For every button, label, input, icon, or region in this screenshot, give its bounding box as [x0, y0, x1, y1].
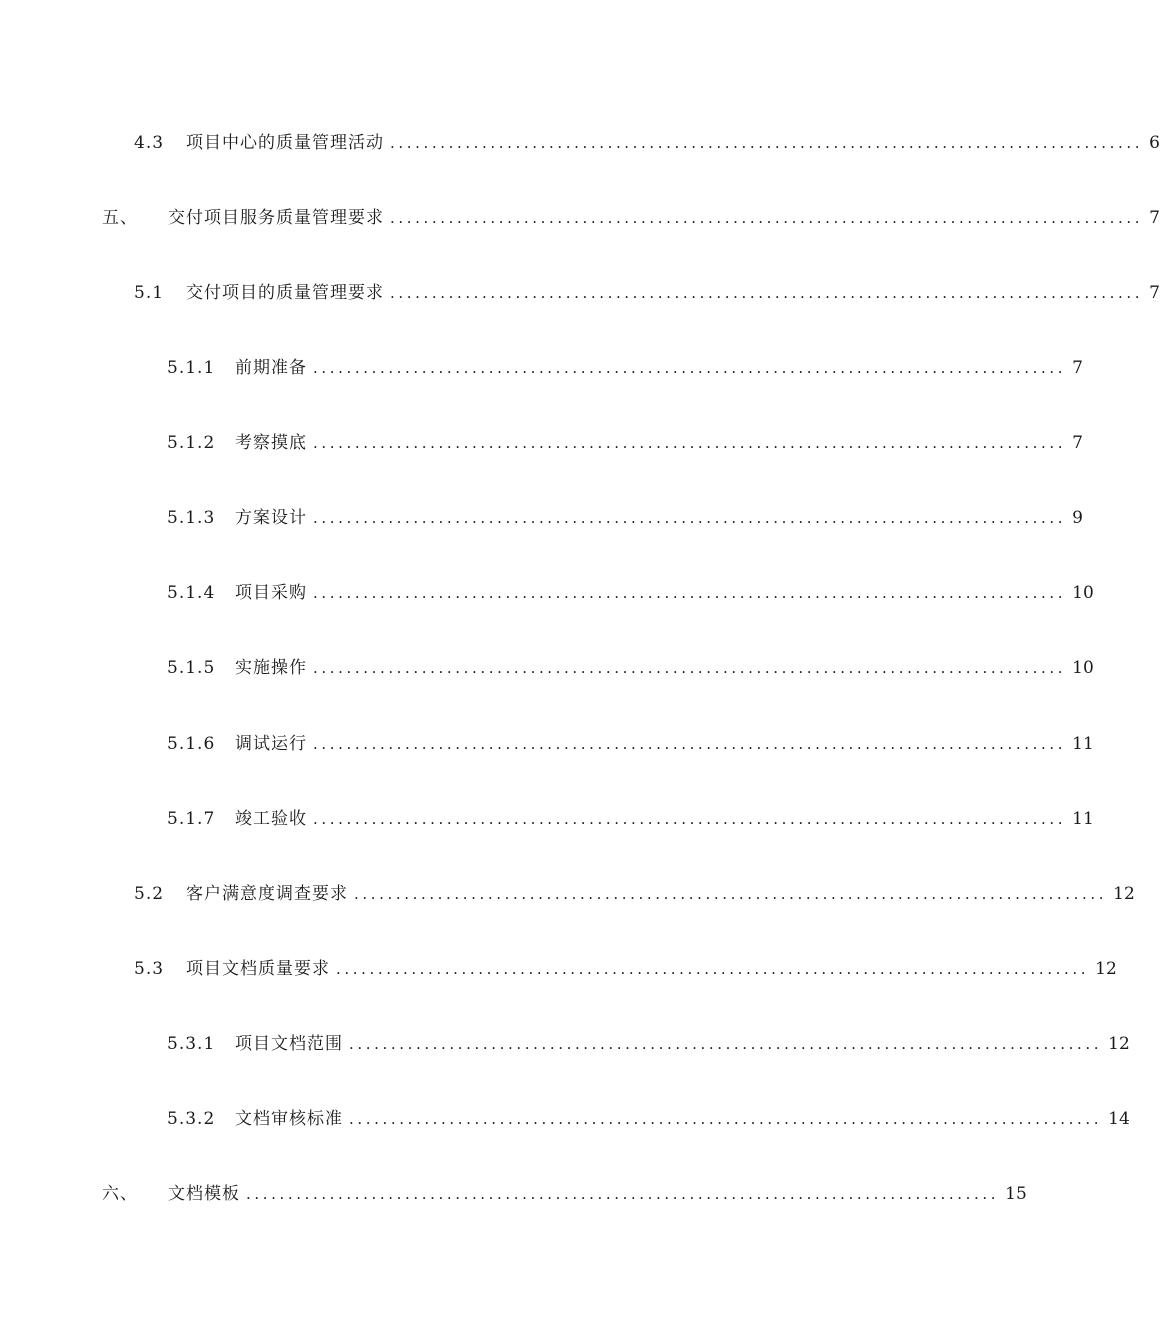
toc-entry-title: 竣工验收	[235, 809, 307, 829]
toc-entry-number: 4.3	[134, 133, 165, 153]
toc-entry[interactable]	[167, 580, 1094, 606]
toc-dot-leader: ..........................................................................................	[336, 960, 1090, 978]
toc-entry-number: 5.1.3	[167, 508, 216, 528]
toc-entry-number: 5.3.1	[167, 1034, 216, 1054]
toc-entry-title: 考察摸底	[235, 433, 307, 453]
toc-entry[interactable]	[167, 655, 1094, 681]
toc-entry-title: 实施操作	[235, 658, 307, 678]
toc-entry-number: 5.3	[134, 959, 165, 979]
toc-entry-number: 5.2	[134, 884, 165, 904]
toc-page-number: 11	[1072, 734, 1094, 754]
toc-entry[interactable]	[134, 956, 1117, 982]
toc-entry[interactable]	[102, 205, 1160, 231]
toc-page-number: 14	[1108, 1109, 1130, 1129]
toc-entry-title: 交付项目服务质量管理要求	[168, 208, 384, 228]
toc-entry[interactable]	[167, 731, 1094, 757]
toc-entry-title: 项目采购	[235, 583, 307, 603]
toc-page-number: 12	[1108, 1034, 1130, 1054]
toc-dot-leader: ..........................................................................................	[390, 134, 1144, 152]
toc-dot-leader: ..........................................................................................	[390, 284, 1144, 302]
toc-entry-number: 5.1.1	[167, 358, 216, 378]
toc-page-number: 7	[1149, 208, 1160, 228]
toc-page-number: 12	[1113, 884, 1135, 904]
toc-page-number: 10	[1072, 583, 1094, 603]
toc-dot-leader: ..........................................................................................	[313, 434, 1067, 452]
toc-entry-title: 客户满意度调查要求	[186, 884, 348, 904]
toc-dot-leader: ..........................................................................................	[349, 1110, 1103, 1128]
toc-dot-leader: ..........................................................................................	[246, 1185, 1000, 1203]
toc-entry[interactable]	[167, 355, 1083, 381]
toc-entry[interactable]	[167, 430, 1083, 456]
toc-page-number: 6	[1149, 133, 1160, 153]
toc-entry-number: 5.3.2	[167, 1109, 216, 1129]
toc-entry-number: 5.1.4	[167, 583, 216, 603]
toc-page-number: 11	[1072, 809, 1094, 829]
toc-entry-number: 5.1.7	[167, 809, 216, 829]
toc-dot-leader: ..........................................................................................	[313, 810, 1067, 828]
toc-entry-number: 5.1.6	[167, 734, 216, 754]
toc-entry[interactable]	[167, 505, 1083, 531]
toc-entry[interactable]	[134, 280, 1160, 306]
toc-entry-title: 项目文档范围	[235, 1034, 343, 1054]
toc-entry-title: 项目文档质量要求	[186, 959, 330, 979]
toc-entry-title: 文档模板	[168, 1184, 240, 1204]
toc-page-number: 7	[1149, 283, 1160, 303]
toc-page-number: 9	[1072, 508, 1083, 528]
toc-entry-number: 5.1	[134, 283, 165, 303]
toc-entry-title: 前期准备	[235, 358, 307, 378]
toc-entry-title: 调试运行	[235, 734, 307, 754]
toc-entry[interactable]	[102, 1181, 1027, 1207]
toc-entry-number: 六、	[102, 1184, 138, 1204]
toc-entry[interactable]	[167, 1031, 1130, 1057]
toc-dot-leader: ..........................................................................................	[313, 584, 1067, 602]
toc-page-number: 12	[1095, 959, 1117, 979]
toc-entry-number: 5.1.2	[167, 433, 216, 453]
toc-dot-leader: ..........................................................................................	[313, 735, 1067, 753]
toc-entry-title: 文档审核标准	[235, 1109, 343, 1129]
toc-entry-title: 交付项目的质量管理要求	[186, 283, 384, 303]
toc-entry-title: 项目中心的质量管理活动	[186, 133, 384, 153]
toc-page-number: 7	[1072, 433, 1083, 453]
toc-page-number: 7	[1072, 358, 1083, 378]
toc-page-number: 10	[1072, 658, 1094, 678]
toc-entry-title: 方案设计	[235, 508, 307, 528]
toc-page-number: 15	[1005, 1184, 1027, 1204]
toc-dot-leader: ..........................................................................................	[349, 1035, 1103, 1053]
toc-dot-leader: ..........................................................................................	[354, 885, 1108, 903]
toc-entry[interactable]	[167, 1106, 1130, 1132]
toc-entry-number: 五、	[102, 208, 138, 228]
toc-dot-leader: ..........................................................................................	[313, 509, 1067, 527]
toc-entry[interactable]	[134, 130, 1160, 156]
toc-dot-leader: ..........................................................................................	[313, 359, 1067, 377]
toc-entry-number: 5.1.5	[167, 658, 216, 678]
toc-entry[interactable]	[167, 806, 1094, 832]
toc-dot-leader: ..........................................................................................	[390, 209, 1144, 227]
toc-entry[interactable]	[134, 881, 1135, 907]
toc-dot-leader: ..........................................................................................	[313, 659, 1067, 677]
